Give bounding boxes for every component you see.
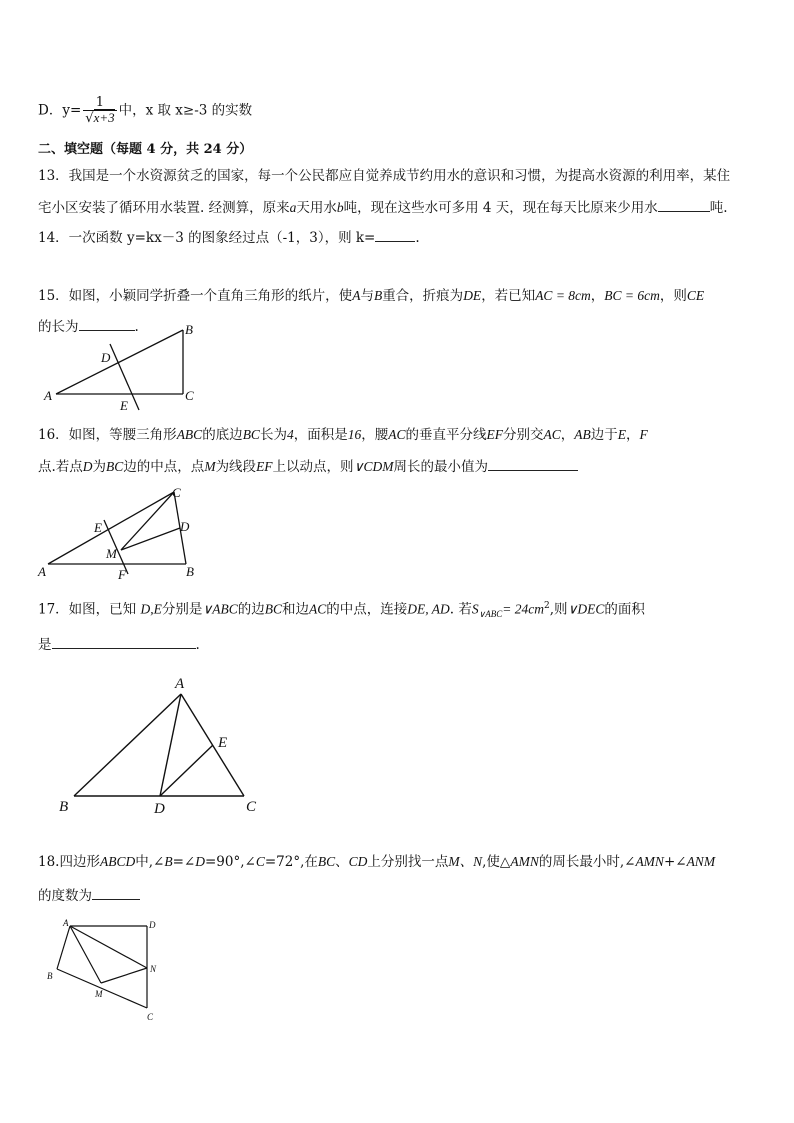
option-d [38,96,252,126]
fraction-denominator [83,110,116,126]
q18-line2 [38,885,140,906]
q18-var-amn2: AMN [635,854,664,869]
q17-text-line2-end: . [195,637,200,653]
q18-var-cd: CD [348,854,368,869]
section-title: 二、填空题（每题 4 分，共 24 分） [38,142,253,157]
q16-label-b: B [186,564,194,579]
q13-text-b: 天用水 [296,200,337,216]
q16-text-l2a: 点.若点 [38,459,83,475]
q17-text-c: 的边 [237,601,265,618]
q17-seg-ad [160,694,181,796]
q18-var-anm: ANM [686,854,716,869]
q18-var-c: C [255,854,265,869]
q15-var-a: A [352,288,361,303]
q18-text-a: 18.四边形 [38,854,100,870]
q15-text-line2-end: . [134,319,139,335]
q16-text-l2f: 周长的最小值为 [393,459,488,475]
q16-var-m: M [204,459,216,474]
option-d-prefix: D．y= [38,102,82,119]
q13-line1: 13．我国是一个水资源贫乏的国家，每一个公民都应自觉养成节约用水的意识和习惯，为提高水资源的利用率，某住 [38,168,731,184]
q17-var-ac: AC [309,601,327,617]
q18-figure [44,916,168,1026]
q15-text-e: ，则 [659,288,687,304]
q16-text-g: 分别交 [502,427,544,443]
q16-var-ef2: EF [256,459,273,474]
q18-text-g: 上分别找一点 [367,854,449,870]
q15-edge-ab [56,330,183,394]
q16-text-e: ，腰 [361,427,389,443]
q16-label-c: C [172,485,181,500]
q13-text-c: 吨，现在这些水可多用 4 天，现在每天比原来少用水 [343,200,658,216]
q14-text: 14．一次函数 y=kx－3 的图象经过点（-1，3），则 k= [38,230,376,246]
q15-var-b: B [373,288,383,303]
q17-label-d: D [154,801,165,817]
q18-label-c: C [147,1012,154,1022]
q14-answer-blank[interactable] [375,227,415,242]
q17-var-dead: DE, AD [407,601,450,617]
q17-var-dec: ∨DEC [567,601,605,617]
q16-var-f: F [639,427,648,442]
q15-label-d: D [101,350,111,365]
q16-var-ab: AB [574,427,591,442]
sqrt-sign: √ [85,111,94,126]
q18-text-j: +∠ [663,854,687,870]
q18-var-mn: M、N [448,854,483,869]
q18-text-line2: 的度数为 [38,888,92,904]
q17-line1 [38,596,645,624]
q14-line [38,227,420,248]
q16-seg-dm [121,528,180,550]
q15-var-de: DE [463,288,482,303]
q16-var-bc: BC [242,427,260,442]
q17-label-b: B [59,799,69,815]
q16-var-ac: AC [388,427,406,442]
q17-line2 [38,634,200,655]
q17-var-abc: ∨ABC [202,601,238,617]
q16-var-abc: ABC [176,427,203,442]
q16-seg-cm [121,492,174,550]
q17-text-e: 的中点，连接 [326,601,408,618]
q15-text-a: 15．如图，小颖同学折叠一个直角三角形的纸片，使 [38,288,353,304]
q16-text-l2d: 为线段 [215,459,257,475]
q15-sep: ， [590,288,605,304]
q15-text-d: ，若已知 [481,288,536,304]
q18-label-n: N [150,964,157,974]
q18-label-d: D [149,920,156,930]
q15-line1 [38,286,704,306]
q15-label-b: B [185,322,193,337]
q16-var-ac2: AC [543,427,561,442]
q16-text-h: ， [560,427,575,443]
q18-text-i: 的周长最小时,∠ [538,854,636,870]
q17-figure [56,672,266,816]
q18-var-bc: BC [317,854,336,869]
q17-s-value: = 24cm [502,601,544,617]
q13-var-a: a [289,200,297,215]
q15-ac-value: AC = 8cm [535,288,591,303]
q15-text-c: 重合，折痕为 [382,288,464,304]
q17-s-sup: 2 [543,601,550,611]
q16-var-bc2: BC [106,459,124,474]
q13-line2 [38,197,728,218]
q18-answer-blank[interactable] [92,885,140,900]
q16-var-d: D [82,459,93,474]
q17-text-h: 的面积 [604,601,645,618]
q15-text-b: 与 [360,288,374,304]
q18-label-a: A [63,918,69,928]
q17-label-e: E [218,735,228,751]
q14-text-end: . [415,230,420,246]
q17-var-de: D,E [140,601,162,617]
q16-var-e: E [617,427,626,442]
radicand: x+3 [93,110,115,125]
q16-figure [36,484,206,580]
q17-text-f: . 若 [449,601,472,618]
q17-seg-de [160,745,213,796]
q15-bc-value: BC = 6cm [604,288,660,303]
q18-var-d: D [195,854,205,869]
q18-var-b: B [164,854,173,869]
q16-text-l2c: 边的中点，点 [123,459,205,475]
q16-text-l2e: 上以动点，则 [272,459,354,475]
q17-edge-ab [74,694,181,796]
q16-val-16: 16 [347,427,362,442]
q18-text-f: 、 [335,854,349,870]
q18-var-abcd: ABCD [99,854,136,869]
q16-text-c: 长为 [259,427,287,443]
q13-text-end: 吨. [709,200,728,216]
q13-answer-blank[interactable] [658,197,710,212]
fraction [83,96,116,126]
q17-var-s-sub: ∨ABC [478,609,503,620]
q15-label-c: C [185,388,194,403]
q17-label-a: A [175,676,185,692]
q16-label-f: F [118,567,126,582]
q17-var-bc: BC [264,601,283,617]
q15-label-e: E [120,398,128,413]
q16-label-a: A [38,564,46,579]
q16-text-a: 16．如图，等腰三角形 [38,427,177,443]
q18-text-b: 中,∠ [135,854,165,870]
q16-var-ef: EF [486,427,503,442]
q17-text-line2: 是 [38,637,52,653]
q15-text-line2: 的长为 [38,319,79,335]
q16-line1 [38,425,648,445]
q18-var-amn: AMN [510,854,539,869]
q17-text-b: 分别是 [161,601,203,618]
q17-text-g: ,则 [549,601,568,618]
q16-answer-blank[interactable] [488,456,578,471]
q16-text-b: 的底边 [202,427,243,443]
q16-label-d: D [180,519,190,534]
q16-text-f: 的垂直平分线 [405,427,487,443]
q16-var-cdm: ∨CDM [353,459,394,474]
q16-line2 [38,456,578,477]
q18-text-h: ,使△ [482,854,511,870]
q15-label-a: A [44,388,52,403]
q18-edge-ab [57,926,70,969]
q15-figure [40,322,210,414]
q16-label-m: M [106,546,117,561]
q17-text-a: 17．如图，已知 [38,601,137,618]
q16-val-4: 4 [286,427,294,442]
q18-text-e: =72°,在 [264,854,318,870]
q15-var-ce: CE [686,288,705,303]
q16-label-e: E [94,520,102,535]
q18-label-b: B [47,971,53,981]
q18-line1 [38,852,715,872]
q17-answer-blank[interactable] [52,634,196,649]
q17-label-c: C [246,799,257,815]
option-d-suffix: 中，x 取 x≥-3 的实数 [118,102,253,119]
q17-var-s: S [471,601,479,617]
q16-text-i: 边于 [590,427,618,443]
q13-text-a: 宅小区安装了循环用水装置. 经测算，原来 [38,200,290,216]
q18-text-c: =∠ [172,854,196,870]
q18-seg-mn [101,968,147,983]
q18-label-m: M [95,989,103,999]
q17-text-d: 和边 [282,601,310,618]
q16-text-d: ，面积是 [293,427,348,443]
q13-var-b: b [336,200,344,215]
q16-text-j: ， [625,427,640,443]
q18-text-d: =90°,∠ [204,854,256,870]
q16-text-l2b: 为 [92,459,107,475]
fraction-numerator: 1 [95,95,105,110]
